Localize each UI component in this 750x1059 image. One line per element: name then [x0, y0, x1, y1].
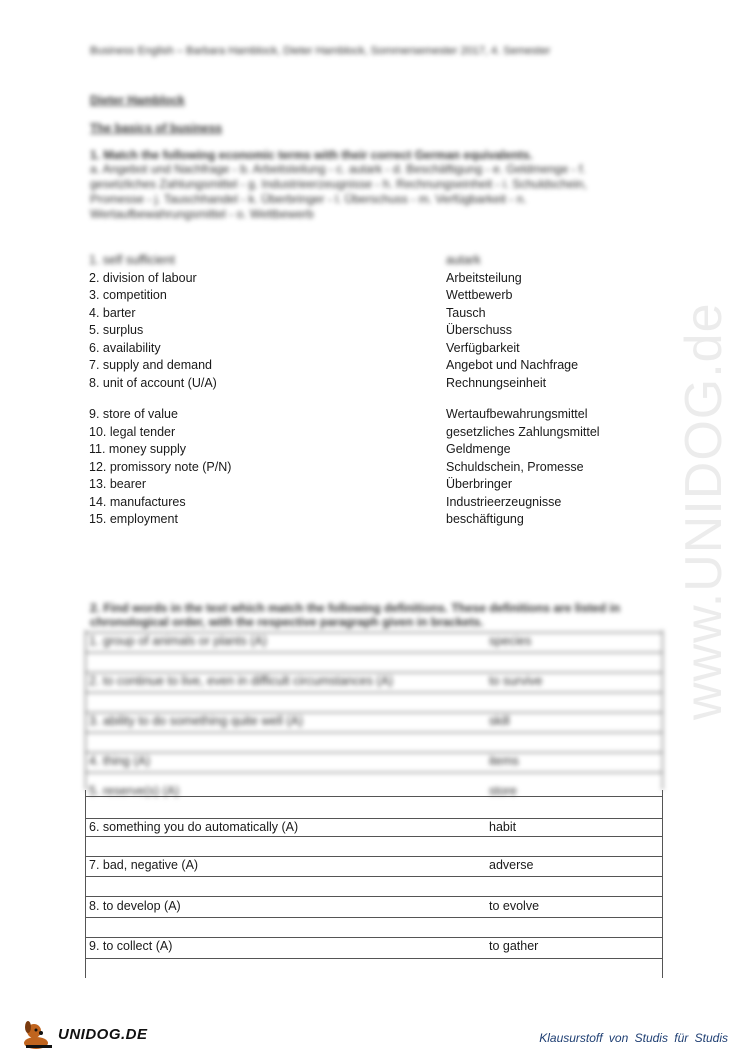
vocab-translation: Arbeitsteilung — [446, 271, 522, 285]
vocab-term: 15. employment — [89, 512, 178, 526]
vocab-term: 14. manufactures — [89, 495, 186, 509]
definitions-table-blurred — [85, 630, 663, 798]
vocab-row — [89, 425, 649, 443]
vocab-term: 8. unit of account (U/A) — [89, 376, 217, 390]
vocab-row — [89, 306, 649, 324]
document-header: Business English – Barbara Hamblock, Dieter Hamblock, Sommersemester 2017, 4. Semester — [90, 45, 551, 57]
vocab-translation: autark — [446, 253, 481, 267]
vocab-row — [89, 442, 649, 460]
vocab-row — [89, 376, 649, 394]
definition-answer: store — [489, 784, 517, 798]
definition-text: 3. ability to do something quite well (A) — [89, 714, 303, 728]
vocab-translation: Überbringer — [446, 477, 513, 491]
vocab-row — [89, 323, 649, 341]
vocab-term: 11. money supply — [89, 442, 187, 456]
vocab-row — [89, 253, 649, 271]
definition-answer: to survive — [489, 674, 543, 688]
vocab-translation: Tausch — [446, 306, 486, 320]
vocab-row — [89, 288, 649, 306]
vocab-term: 12. promissory note (P/N) — [89, 460, 232, 474]
vocab-translation: Überschuss — [446, 323, 512, 337]
definition-answer: species — [489, 634, 532, 648]
vocab-term: 4. barter — [89, 306, 136, 320]
definition-answer: habit — [489, 820, 517, 834]
definition-text: 8. to develop (A) — [89, 899, 181, 913]
vocab-row — [89, 477, 649, 495]
section-subtitle: The basics of business — [90, 121, 223, 135]
vocab-translation: Verfügbarkeit — [446, 341, 520, 355]
vocab-translation: Industrieerzeugnisse — [446, 495, 562, 509]
definition-answer: items — [489, 754, 519, 768]
watermark-text: www.UNIDOG.de — [675, 302, 733, 720]
vocab-term: 13. bearer — [89, 477, 146, 491]
vocab-term: 7. supply and demand — [89, 358, 213, 372]
definition-answer: to evolve — [489, 899, 540, 913]
definition-text: 6. something you do automatically (A) — [89, 820, 299, 834]
vocab-term: 9. store of value — [89, 407, 178, 421]
definition-text: 5. reserve(s) (A) — [89, 784, 180, 798]
definition-text: 4. thing (A) — [89, 754, 151, 768]
vocab-translation: Wettbewerb — [446, 288, 513, 302]
vocab-row — [89, 495, 649, 513]
vocab-term: 10. legal tender — [89, 425, 176, 439]
vocab-row — [89, 358, 649, 376]
vocab-term: 2. division of labour — [89, 271, 197, 285]
logo-text[interactable]: UNIDOG.DE — [58, 1026, 148, 1043]
definition-text: 7. bad, negative (A) — [89, 858, 199, 872]
vocab-row — [89, 460, 649, 478]
vocab-row — [89, 341, 649, 359]
vocab-term: 1. self sufficient — [89, 253, 175, 267]
definition-text: 9. to collect (A) — [89, 939, 173, 953]
vocab-translation: Rechnungseinheit — [446, 376, 547, 390]
vocab-term: 3. competition — [89, 288, 167, 302]
task-1-options: a. Angebot und Nachfrage - b. Arbeitsteilung - c. autark - d. Beschäftigung - e. Geldmenge - f. gesetzliches Zahlungsmittel - g. Industrieerzeugnisse - h. Rechnungseinheit - i. Schuldschein, Promesse - j. Tauschhandel - k. Überbringer - l. Überschuss - m. Verfügbarkeit - n. Wertaufbewahrungsmittel - o. Wettbewerb — [90, 162, 587, 221]
vocab-translation: Geldmenge — [446, 442, 511, 456]
vocab-row — [89, 512, 649, 530]
vocab-row — [89, 271, 649, 289]
vocab-translation: Wertaufbewahrungsmittel — [446, 407, 588, 421]
task-1-title: 1. Match the following economic terms with their correct German equivalents. — [90, 148, 533, 162]
task-2-title: 2. Find words in the text which match the following definitions. These definitions are listed in chronological order, with the respective paragraph given in brackets. — [90, 601, 621, 629]
vocab-row — [89, 407, 649, 425]
vocab-term: 5. surplus — [89, 323, 144, 337]
definition-answer: skill — [489, 714, 510, 728]
author-name: Dieter Hamblock — [90, 93, 185, 107]
definitions-table — [85, 630, 663, 978]
vocab-translation: gesetzliches Zahlungsmittel — [446, 425, 600, 439]
definition-text: 2. to continue to live, even in difficult circumstances (A) — [89, 674, 394, 688]
definition-answer: to gather — [489, 939, 539, 953]
vocab-translation: Angebot und Nachfrage — [446, 358, 579, 372]
definition-text: 1. group of animals or plants (A) — [89, 634, 267, 648]
vocab-translation: Schuldschein, Promesse — [446, 460, 584, 474]
definition-answer: adverse — [489, 858, 534, 872]
vocab-term: 6. availability — [89, 341, 161, 355]
footer-tagline: Klausurstoff von Studis für Studis — [539, 1031, 728, 1045]
vocab-translation: beschäftigung — [446, 512, 524, 526]
